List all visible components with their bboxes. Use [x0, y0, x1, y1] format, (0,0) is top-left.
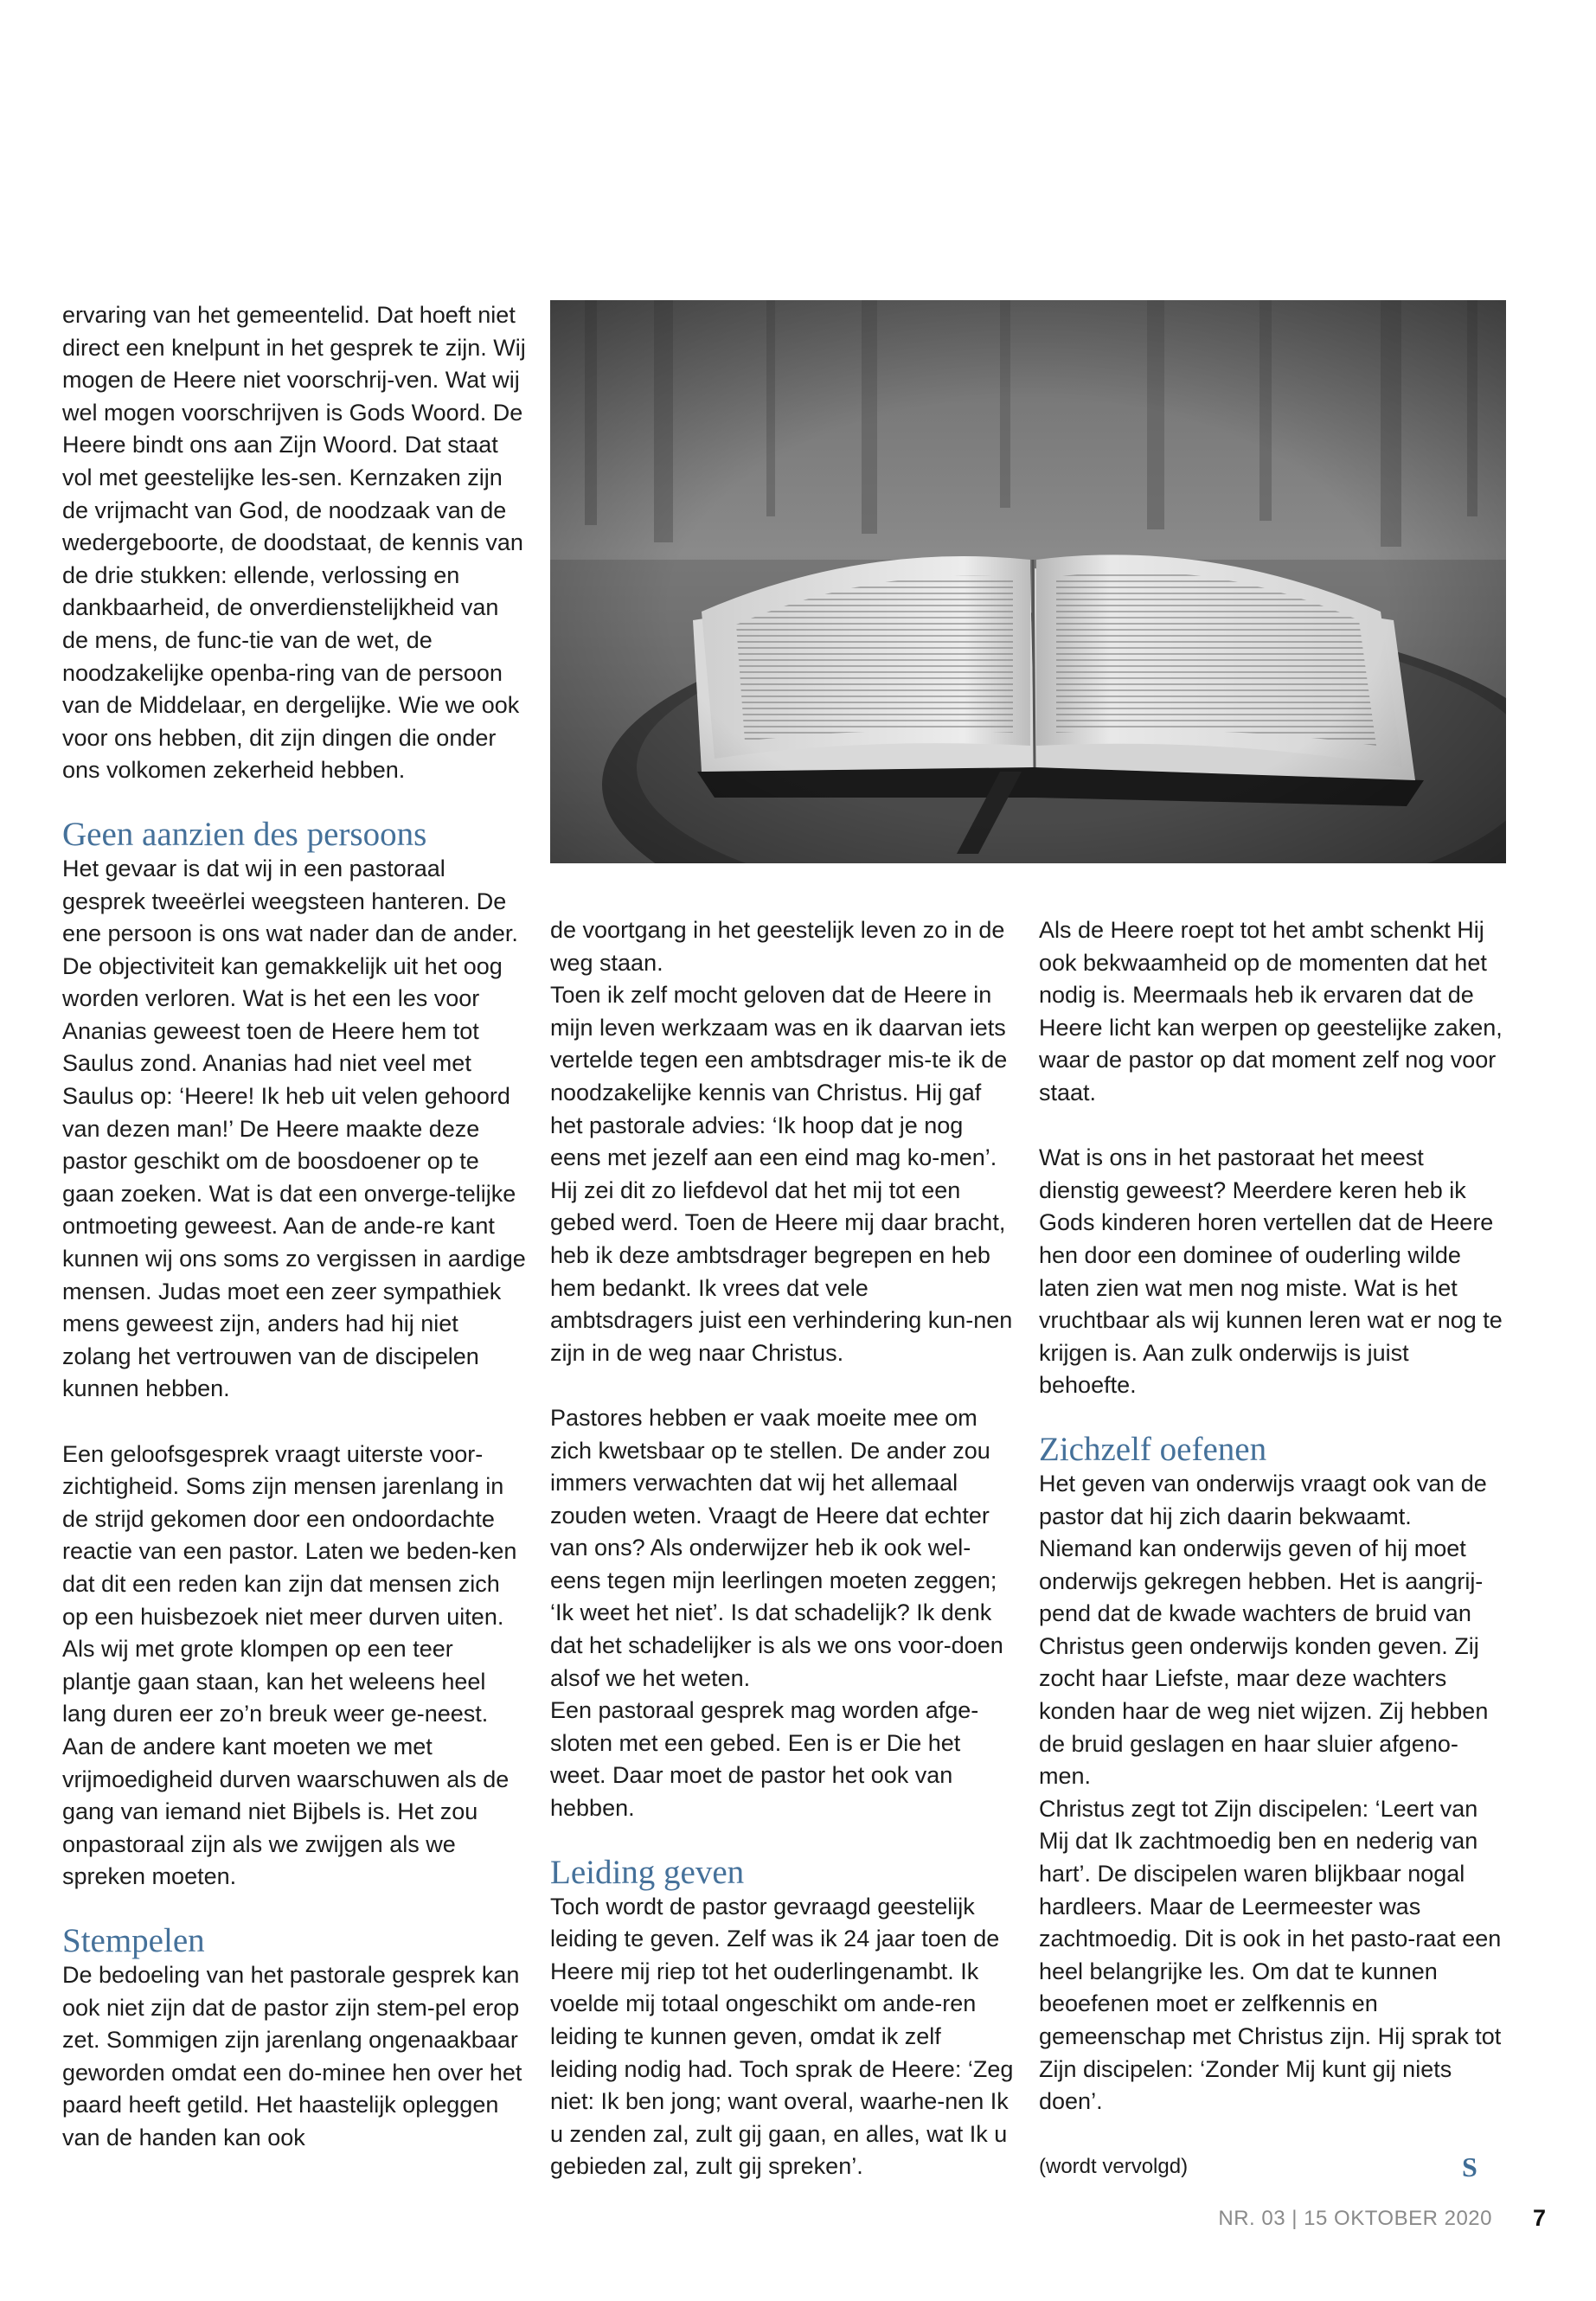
paragraph: Toen ik zelf mocht geloven dat de Heere in mijn leven werkzaam was en ik daarvan iets vertelde tegen een ambtsdrager mis-te ik de noodzakelijke kennis van Christus. Hij gaf het pastorale advies: ‘Ik hoop dat je nog eens met jezelf aan een eind mag ko-men’. Hij zei dit zo liefdevol dat het mij tot een gebed werd. Toen de Heere mij daar bracht, heb ik deze ambtsdrager begrepen en heb hem bedankt. Ik vrees dat vele ambtsdragers juist een verhindering kun-nen zijn in de weg naar Christus. [550, 982, 1013, 1366]
paragraph: Als de Heere roept tot het ambt schenkt Hij ook bekwaamheid op de momenten dat het nodig is. Meermaals heb ik ervaren dat de Heere licht kan werpen op geestelijke zaken, waar de pastor op dat moment zelf nog voor staat. [1039, 917, 1503, 1106]
column-middle [550, 914, 1014, 2183]
open-bible-photo [550, 300, 1506, 863]
paragraph: Christus zegt tot Zijn discipelen: ‘Leert van Mij dat Ik zachtmoedig ben en nederig van hart’. De discipelen waren blijkbaar nogal hardleers. Maar de Leermeester was zachtmoedig. Dit is ook in het pasto-raat een heel belangrijke les. Om dat te kunnen beoefenen moet er zelfkennis en gemeenschap met Christus zijn. Hij sprak tot Zijn discipelen: ‘Zonder Mij kunt gij niets doen’. [1039, 1795, 1502, 2115]
page-number: 7 [1533, 2205, 1547, 2231]
paragraph: Een geloofsgesprek vraagt uiterste voor-zichtigheid. Soms zijn mensen jarenlang in de strijd gekomen door een ondoordachte reactie van een pastor. Laten we beden-ken dat dit een reden kan zijn dat mensen zich op een huisbezoek niet meer durven uiten. Als wij met grote klompen op een teer plantje gaan staan, kan het weleens heel lang duren eer zo’n breuk weer ge-neest. Aan de andere kant moeten we met vrijmoedigheid durven waarschuwen als de gang van iemand niet Bijbels is. Het zou onpastoraal zijn als we zwijgen als we spreken moeten. [62, 1440, 517, 1890]
paragraph: Pastores hebben er vaak moeite mee om zich kwetsbaar op te stellen. De ander zou immers verwachten dat wij het allemaal zouden weten. Vraagt de Heere dat echter van ons? Als onderwijzer heb ik ook wel-eens tegen mijn leerlingen moeten zeggen; ‘Ik weet het niet’. Is dat schadelijk? Ik denk dat het schadelijker is als we ons voor-doen alsof we het weten. [550, 1404, 1003, 1691]
continued-note: (wordt vervolgd) [1039, 2154, 1189, 2178]
paragraph: Toch wordt de pastor gevraagd geestelijk leiding te geven. Zelf was ik 24 jaar toen de Heere mij riep tot het ouderlingenambt. Ik voelde mij totaal ongeschikt om ande-ren leiding te kunnen geven, omdat ik zelf leiding nodig had. Toch sprak de Heere: ‘Zeg niet: Ik ben jong; want overal, waarhe-nen Ik u zenden zal, zult gij gaan, en alles, wat Ik u gebieden zal, zult gij spreken’. [550, 1893, 1014, 2180]
column-right [1039, 914, 1506, 2182]
issue-footer: NR. 03 | 15 OKTOBER 2020 [1218, 2207, 1492, 2230]
section-heading: Zichzelf oefenen [1039, 1430, 1267, 1468]
paragraph: De bedoeling van het pastorale gesprek kan ook niet zijn dat de pastor zijn stem-pel erop zet. Sommigen zijn jarenlang ongenaakbaar geworden omdat een do-minee hen over het paard heeft getild. Het haastelijk opleggen van de handen kan ook [62, 1961, 522, 2150]
paragraph: Het gevaar is dat wij in een pastoraal gesprek tweeërlei weegsteen hanteren. De ene persoon is ons wat nader dan de ander. De objectiviteit kan gemakkelijk uit het oog worden verloren. Wat is het een les voor Ananias geweest toen de Heere hem tot Saulus zond. Ananias had niet veel met Saulus op: ‘Heere! Ik heb uit velen gehoord van dezen man!’ De Heere maakte deze pastor geschikt om de boosdoener op te gaan zoeken. Wat is dat een onverge-telijke ontmoeting geweest. Aan de ande-re kant kunnen wij ons soms zo vergissen in aardige mensen. Judas moet een zeer sympathiek mens geweest zijn, anders had hij niet zolang het vertrouwen van de discipelen kunnen hebben. [62, 855, 526, 1402]
column-left [62, 299, 526, 2154]
section-heading: Leiding geven [550, 1853, 745, 1891]
paragraph: de voortgang in het geestelijk leven zo in de weg staan. [550, 917, 1005, 976]
end-mark-icon: S [1462, 2151, 1477, 2182]
paragraph: Een pastoraal gesprek mag worden afge-sloten met een gebed. Een is er Die het weet. Daar moet de pastor het ook van hebben. [550, 1697, 979, 1822]
paragraph: ervaring van het gemeentelid. Dat hoeft niet direct een knelpunt in het gesprek te zijn. Wij mogen de Heere niet voorschrij-ven. Wat wij wel mogen voorschrijven is Gods Woord. De Heere bindt ons aan Zijn Woord. Dat staat vol met geestelijke les-sen. Kernzaken zijn de vrijmacht van God, de noodzaak van de wedergeboorte, de doodstaat, de kennis van de drie stukken: ellende, verlossing en dankbaarheid, de onverdienstelijkheid van de mens, de func-tie van de wet, de noodzakelijke openba-ring van de persoon van de Middelaar, en dergelijke. Wie we ook voor ons hebben, dit zijn dingen die onder ons volkomen zekerheid hebben. [62, 302, 526, 784]
paragraph: Wat is ons in het pastoraat het meest dienstig geweest? Meerdere keren heb ik Gods kinderen horen vertellen dat de Heere hen door een dominee of ouderling wilde laten zien wat men nog miste. Wat is het vruchtbaar als wij kunnen leren wat er nog te krijgen is. Aan zulk onderwijs is juist behoefte. [1039, 1144, 1503, 1399]
section-heading: Geen aanzien des persoons [62, 815, 427, 853]
paragraph: Het geven van onderwijs vraagt ook van de pastor dat hij zich daarin bekwaamt. Niemand kan onderwijs geven of hij moet onderwijs gekregen hebben. Het is aangrij-pend dat de kwade wachters de bruid van Christus geen onderwijs konden geven. Zij zocht haar Liefste, maar deze wachters konden haar de weg niet wijzen. Zij hebben de bruid geslagen en haar sluier afgeno-men. [1039, 1470, 1489, 1790]
section-heading: Stempelen [62, 1921, 205, 1959]
